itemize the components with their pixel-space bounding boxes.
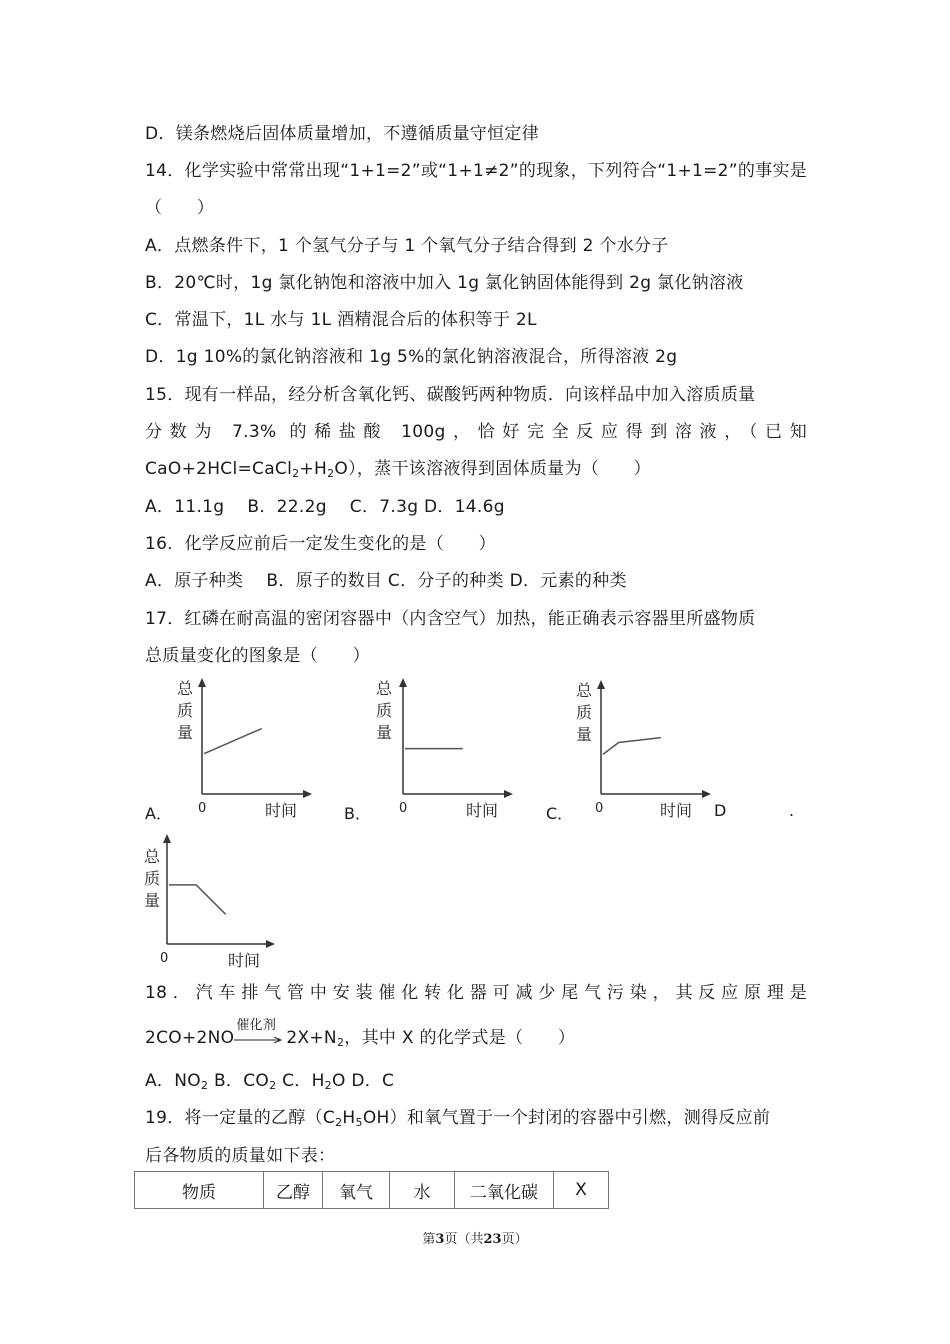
table-header-cell: 水 [390, 1172, 455, 1209]
q14-option-b: B．20℃时，1g 氯化钠饱和溶液中加入 1g 氯化钠固体能得到 2g 氯化钠溶液 [145, 273, 744, 293]
graph-a [165, 676, 315, 824]
q18-options [145, 1070, 394, 1097]
footer-total-pages: 23 [483, 1232, 502, 1247]
q15-eq-part: O），蒸干该溶液得到固体质量为（ ） [334, 459, 651, 479]
y-label: 量 [376, 723, 393, 742]
q19-text: OH）和氧气置于一个封闭的容器中引燃，测得反应前 [362, 1108, 771, 1128]
table-header-cell: 氧气 [323, 1172, 390, 1209]
y-label: 质 [376, 701, 393, 720]
y-axis-arrow [597, 680, 605, 689]
y-label: 总 [376, 679, 393, 698]
q18-option-text: B．CO [208, 1071, 270, 1091]
footer-text: 页（共 [444, 1232, 484, 1247]
graph-c [564, 678, 714, 826]
y-axis-arrow [163, 834, 171, 843]
y-label: 质 [576, 703, 593, 722]
table-row [135, 1172, 609, 1209]
page-footer [0, 1228, 950, 1247]
y-label: 总 [144, 847, 161, 866]
x-axis-arrow [504, 790, 513, 798]
x-axis-arrow [702, 790, 711, 798]
q18-subscript: 2 [336, 1036, 345, 1049]
q15-eq-part: CaO+2HCl=CaCl [145, 459, 293, 479]
q15-subscript: 2 [327, 467, 335, 480]
x-label: 时间 [660, 801, 693, 820]
q17-label-a: A． [145, 804, 172, 823]
q19-text: 19．将一定量的乙醇（C [145, 1108, 336, 1128]
mass-table [134, 1171, 609, 1209]
footer-page-number: 3 [435, 1232, 445, 1247]
x-label: 时间 [228, 951, 261, 970]
y-label: 量 [144, 891, 161, 910]
q19-subscript: 2 [335, 1116, 343, 1129]
q14-option-d: D．1g 10%的氯化钠溶液和 1g 5%的氯化钠溶液混合，所得溶液 2g [145, 347, 678, 367]
origin-label: 0 [160, 951, 169, 966]
y-label: 总 [576, 681, 593, 700]
q19-text: H [342, 1108, 356, 1128]
y-label: 质 [144, 869, 161, 888]
q17-line2: 总质量变化的图象是（ ） [145, 646, 370, 666]
q16-options: A．原子种类 B．原子的数目 C．分子的种类 D．元素的种类 [145, 571, 627, 591]
table-header-cell: 物质 [135, 1172, 264, 1209]
q18-eq-part: ，其中 X 的化学式是（ ） [344, 1028, 576, 1048]
q14-option-a: A．点燃条件下，1 个氢气分子与 1 个氧气分子结合得到 2 个水分子 [145, 236, 669, 256]
q18-subscript: 2 [200, 1079, 209, 1092]
y-axis-arrow [198, 678, 206, 687]
q15-line2: 分数为 7.3% 的稀盐酸 100g，恰好完全反应得到溶液，（已知 [145, 422, 807, 442]
q18-option-text: C．H [276, 1071, 325, 1091]
q13-option-d: D．镁条燃烧后固体质量增加，不遵循质量守恒定律 [145, 124, 539, 144]
origin-label: 0 [399, 801, 408, 816]
q16-stem: 16．化学反应前后一定发生变化的是（ ） [145, 534, 496, 554]
q18-eq-part: 2CO+2NO [145, 1028, 235, 1048]
catalyst-arrow [234, 1018, 286, 1049]
q15-options: A．11.1g B．22.2g C．7.3g D．14.6g [145, 497, 505, 517]
q18-eq-part: 2X+N [286, 1028, 337, 1048]
footer-text: 页） [501, 1232, 528, 1247]
table-header-cell: 二氧化碳 [455, 1172, 554, 1209]
q18-option-text: A．NO [145, 1071, 201, 1091]
origin-label: 0 [198, 801, 207, 816]
x-label: 时间 [265, 801, 298, 820]
q17-label-dot: . [789, 801, 795, 820]
q15-line1: 15．现有一样品，经分析含氧化钙、碳酸钙两种物质．向该样品中加入溶质质量 [145, 385, 756, 405]
x-axis-arrow [266, 940, 275, 948]
q14-blank: （ ） [145, 198, 215, 218]
q19-line1 [145, 1107, 770, 1134]
origin-label: 0 [595, 801, 604, 816]
y-axis-arrow [399, 678, 407, 687]
q19-line2: 后各物质的质量如下表： [145, 1146, 336, 1166]
graph-b [366, 676, 516, 824]
table-header-cell: 乙醇 [264, 1172, 323, 1209]
q14-stem: 14．化学实验中常常出现“1+1=2”或“1+1≠2”的现象，下列符合“1+1=2”的事实是 [145, 161, 808, 181]
footer-text: 第 [422, 1232, 436, 1247]
table-header-cell: X [554, 1172, 609, 1209]
catalyst-label: 催化剂 [236, 1018, 277, 1033]
series-line [204, 729, 262, 754]
graph-d [140, 832, 290, 980]
series-line [603, 738, 661, 755]
q17-line1: 17．红磷在耐高温的密闭容器中（内含空气）加热，能正确表示容器里所盛物质 [145, 609, 756, 629]
q18-line2 [145, 1018, 576, 1054]
arrow-icon [234, 1037, 284, 1043]
q15-line3 [145, 458, 651, 485]
q18-subscript: 2 [269, 1079, 277, 1092]
q15-eq-part: +H [299, 459, 328, 479]
y-label: 量 [177, 723, 194, 742]
q18-subscript: 2 [324, 1079, 332, 1092]
q18-line1: 18．汽车排气管中安装催化转化器可减少尾气污染，其反应原理是 [145, 983, 807, 1003]
q19-subscript: 5 [355, 1116, 363, 1129]
q17-label-c: C． [546, 804, 574, 823]
q14-option-c: C．常温下，1L 水与 1L 酒精混合后的体积等于 2L [145, 310, 537, 330]
q18-option-text: O D．C [331, 1071, 395, 1091]
series-line [169, 885, 226, 915]
x-axis-arrow [303, 790, 312, 798]
x-label: 时间 [466, 801, 499, 820]
q17-label-d: D [714, 801, 727, 820]
y-label: 质 [177, 701, 194, 720]
y-label: 总 [177, 679, 194, 698]
q17-label-b: B． [344, 804, 371, 823]
y-label: 量 [576, 725, 593, 744]
q15-subscript: 2 [292, 467, 300, 480]
